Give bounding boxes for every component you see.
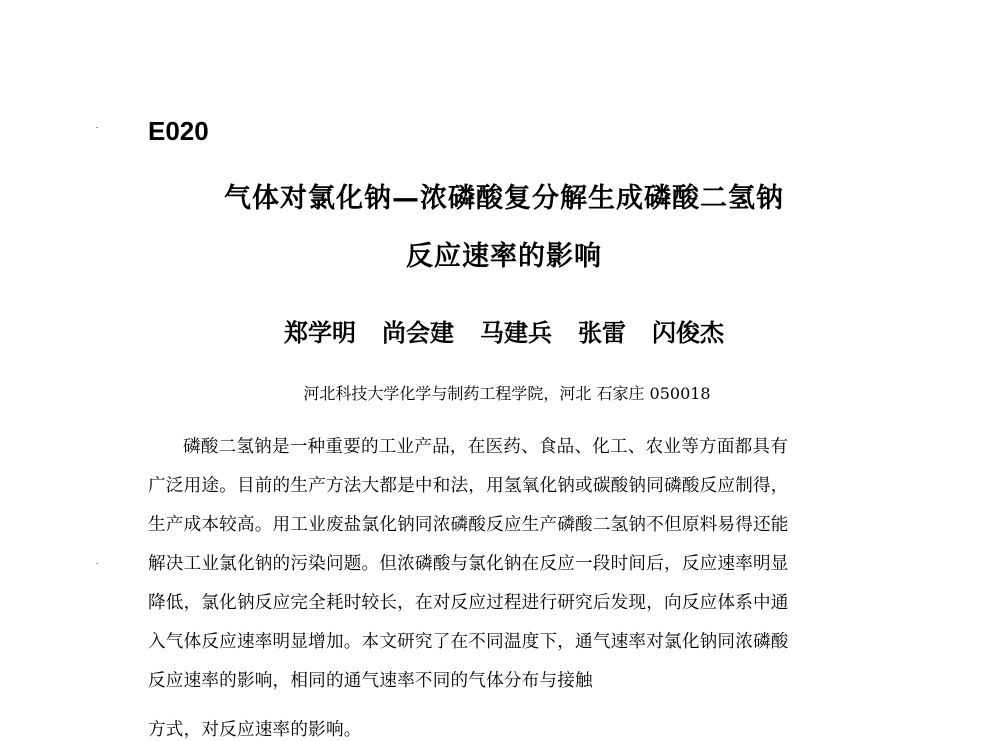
scan-speck <box>96 127 98 128</box>
scan-speck <box>96 563 98 564</box>
paper-code: E020 <box>148 116 209 146</box>
abstract-line: 生产成本较高。用工业废盐氯化钠同浓磷酸反应生产磷酸二氢钠不但原料易得还能 <box>148 515 789 535</box>
abstract-line: 磷酸二氢钠是一种重要的工业产品，在医药、食品、化工、农业等方面都具有 <box>183 437 788 457</box>
abstract-line: 入气体反应速率明显增加。本文研究了在不同温度下，通气速率对氯化钠同浓磷酸 <box>148 632 789 652</box>
author-name: 张雷 <box>578 319 626 347</box>
abstract-line: 降低，氯化钠反应完全耗时较长，在对反应过程进行研究后发现，向反应体系中通 <box>148 593 789 613</box>
abstract-line: 广泛用途。目前的生产方法大都是中和法，用氢氧化钠或碳酸钠同磷酸反应制得， <box>148 476 789 496</box>
paper-title-line-2: 反应速率的影响 <box>406 241 602 272</box>
author-name: 闪俊杰 <box>652 319 724 347</box>
abstract-line: 方式，对反应速率的影响。 <box>148 720 362 740</box>
author-name: 马建兵 <box>480 319 552 347</box>
author-list <box>0 313 1000 348</box>
author-name: 郑学明 <box>284 319 356 347</box>
abstract-line: 解决工业氯化钠的污染问题。但浓磷酸与氯化钠在反应一段时间后，反应速率明显 <box>148 554 789 574</box>
paper-title-line-1: 气体对氯化钠—浓磷酸复分解生成磷酸二氢钠 <box>224 183 784 214</box>
abstract-line: 反应速率的影响，相同的通气速率不同的气体分布与接触 <box>148 671 593 691</box>
author-name: 尚会建 <box>382 319 454 347</box>
affiliation: 河北科技大学化学与制药工程学院，河北 石家庄 050018 <box>303 384 711 403</box>
